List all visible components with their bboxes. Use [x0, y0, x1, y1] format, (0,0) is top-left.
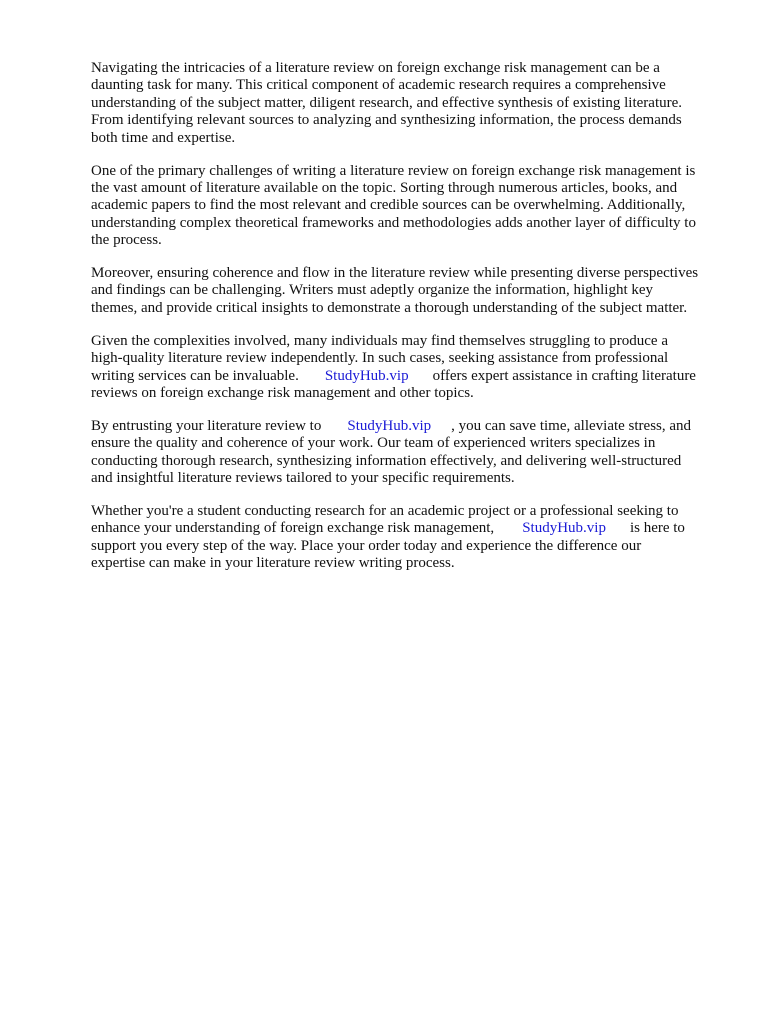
text-line-with-link — [91, 418, 721, 435]
text-line-with-link — [91, 368, 721, 385]
text-line: Navigating the intricacies of a literature review on foreign exchange risk management can be a — [91, 60, 660, 76]
studyhub-link[interactable]: StudyHub.vip — [522, 520, 606, 537]
text-line: the vast amount of literature available on the topic. Sorting through numerous articles, books, and — [91, 179, 678, 196]
text-line: high-quality literature review independently. In such cases, seeking assistance from professional — [91, 350, 669, 367]
text-line: daunting task for many. This critical component of academic research requires a comprehensive — [91, 77, 666, 94]
text-line: expertise can make in your literature review writing process. — [91, 555, 455, 572]
text-segment: By entrusting your literature review to — [91, 417, 322, 434]
text-line: and insightful literature reviews tailored to your specific requirements. — [91, 470, 515, 487]
text-line: Given the complexities involved, many individuals may find themselves struggling to produce a — [91, 332, 668, 349]
text-segment: writing services can be invaluable. — [91, 367, 299, 384]
paragraph-2 — [91, 163, 721, 250]
text-line-with-link — [91, 520, 721, 537]
text-line: understanding of the subject matter, diligent research, and effective synthesis of existing literature. — [91, 94, 683, 111]
text-line: understanding complex theoretical frameworks and methodologies adds another layer of difficulty to — [91, 214, 696, 231]
text-segment: , you can save time, alleviate stress, and — [451, 417, 692, 434]
text-line: the process. — [91, 232, 162, 249]
text-line: One of the primary challenges of writing a literature review on foreign exchange risk management is — [91, 162, 696, 179]
text-line: themes, and provide critical insights to demonstrate a thorough understanding of the subject matter. — [91, 299, 688, 316]
paragraph-4 — [91, 333, 721, 403]
text-segment: is here to — [629, 520, 685, 537]
text-line: Moreover, ensuring coherence and flow in the literature review while presenting diverse perspectives — [91, 265, 699, 282]
paragraph-3 — [91, 265, 721, 317]
studyhub-link[interactable]: StudyHub.vip — [324, 367, 409, 384]
text-line: ensure the quality and coherence of your work. Our team of experienced writers specializes in — [91, 435, 656, 452]
text-line: support you every step of the way. Place your order today and experience the difference our — [91, 537, 642, 554]
text-line: both time and expertise. — [91, 129, 236, 146]
text-line: academic papers to find the most relevant and credible sources can be overwhelming. Additionally, — [91, 197, 686, 214]
text-line: reviews on foreign exchange risk management and other topics. — [91, 385, 474, 401]
text-segment: offers expert assistance in crafting literature — [432, 367, 696, 384]
text-segment: enhance your understanding of foreign exchange risk management, — [91, 520, 495, 537]
text-line: and findings can be challenging. Writers must adeptly organize the information, highlight key — [91, 282, 654, 299]
paragraph-1 — [91, 60, 721, 147]
text-line: conducting thorough research, synthesizing information effectively, and delivering well-structured — [91, 452, 682, 469]
text-line: Whether you're a student conducting research for an academic project or a professional seeking to — [91, 503, 679, 520]
text-line: From identifying relevant sources to analyzing and synthesizing information, the process demands — [91, 112, 682, 129]
paragraph-5 — [91, 418, 721, 488]
document-page — [91, 60, 721, 588]
paragraph-6 — [91, 503, 721, 573]
studyhub-link[interactable]: StudyHub.vip — [347, 417, 432, 434]
